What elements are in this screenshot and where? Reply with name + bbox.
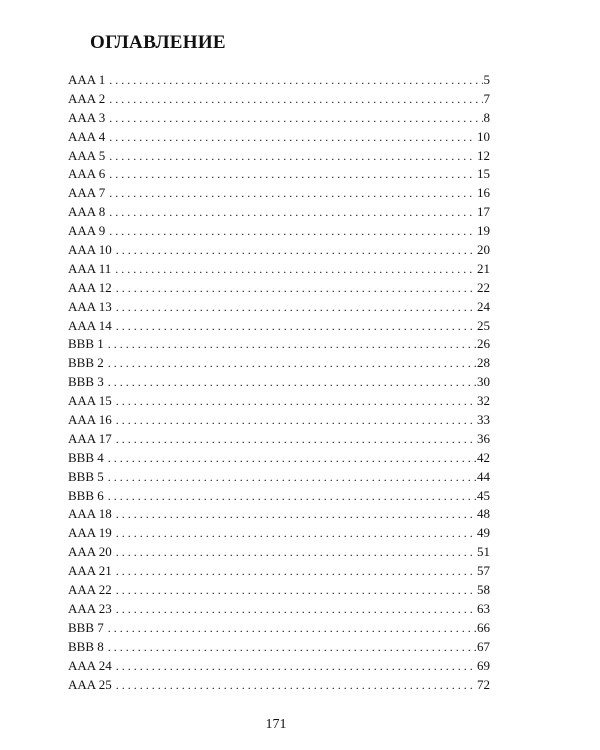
toc-entry-label: AAA 21 bbox=[68, 562, 116, 581]
toc-entry-label: AAA 17 bbox=[68, 430, 116, 449]
dot-leader bbox=[116, 676, 476, 695]
toc-entry-page: 25 bbox=[476, 317, 490, 336]
toc-entry-page: 17 bbox=[476, 203, 490, 222]
toc-entry-page: 28 bbox=[476, 354, 490, 373]
toc-entry-label: BBB 2 bbox=[68, 354, 108, 373]
toc-entry-page: 44 bbox=[476, 468, 490, 487]
dot-leader bbox=[109, 128, 476, 147]
toc-entry-page: 45 bbox=[476, 487, 490, 506]
dot-leader bbox=[108, 373, 476, 392]
toc-entry-page: 26 bbox=[476, 335, 490, 354]
toc-entry-label: AAA 23 bbox=[68, 600, 116, 619]
toc-entry bbox=[68, 317, 490, 336]
toc-entry bbox=[68, 581, 490, 600]
table-of-contents bbox=[68, 71, 490, 694]
toc-entry-label: AAA 4 bbox=[68, 128, 109, 147]
toc-entry-label: AAA 9 bbox=[68, 222, 109, 241]
toc-entry-label: AAA 20 bbox=[68, 543, 116, 562]
toc-entry-page: 10 bbox=[476, 128, 490, 147]
dot-leader bbox=[109, 184, 476, 203]
toc-entry-page: 32 bbox=[476, 392, 490, 411]
toc-entry-page: 22 bbox=[476, 279, 490, 298]
toc-entry-label: BBB 3 bbox=[68, 373, 108, 392]
toc-entry-page: 21 bbox=[476, 260, 490, 279]
dot-leader bbox=[116, 600, 476, 619]
toc-entry bbox=[68, 90, 490, 109]
toc-entry bbox=[68, 524, 490, 543]
toc-entry-label: BBB 6 bbox=[68, 487, 108, 506]
toc-entry bbox=[68, 109, 490, 128]
toc-entry-label: AAA 11 bbox=[68, 260, 115, 279]
toc-entry-label: AAA 12 bbox=[68, 279, 116, 298]
dot-leader bbox=[116, 411, 476, 430]
toc-entry-label: AAA 15 bbox=[68, 392, 116, 411]
toc-entry-page: 48 bbox=[476, 505, 490, 524]
toc-entry bbox=[68, 373, 490, 392]
dot-leader bbox=[109, 203, 476, 222]
toc-entry bbox=[68, 676, 490, 695]
toc-entry-label: AAA 22 bbox=[68, 581, 116, 600]
dot-leader bbox=[116, 505, 476, 524]
toc-entry bbox=[68, 468, 490, 487]
toc-entry-label: AAA 19 bbox=[68, 524, 116, 543]
toc-entry-label: AAA 8 bbox=[68, 203, 109, 222]
toc-entry-page: 42 bbox=[476, 449, 490, 468]
toc-entry-label: BBB 4 bbox=[68, 449, 108, 468]
toc-entry-page: 16 bbox=[476, 184, 490, 203]
toc-entry-label: AAA 18 bbox=[68, 505, 116, 524]
dot-leader bbox=[116, 430, 476, 449]
dot-leader bbox=[108, 468, 476, 487]
toc-entry bbox=[68, 600, 490, 619]
toc-entry bbox=[68, 638, 490, 657]
toc-entry bbox=[68, 430, 490, 449]
toc-entry bbox=[68, 203, 490, 222]
dot-leader bbox=[108, 335, 476, 354]
toc-entry-page: 67 bbox=[476, 638, 490, 657]
toc-entry-page: 7 bbox=[483, 90, 491, 109]
dot-leader bbox=[108, 354, 476, 373]
dot-leader bbox=[109, 165, 476, 184]
dot-leader bbox=[116, 581, 476, 600]
toc-entry bbox=[68, 279, 490, 298]
toc-entry bbox=[68, 562, 490, 581]
dot-leader bbox=[109, 109, 482, 128]
toc-entry bbox=[68, 449, 490, 468]
toc-entry-label: AAA 2 bbox=[68, 90, 109, 109]
dot-leader bbox=[116, 241, 476, 260]
toc-entry-page: 57 bbox=[476, 562, 490, 581]
toc-entry-label: AAA 14 bbox=[68, 317, 116, 336]
toc-entry-label: AAA 1 bbox=[68, 71, 109, 90]
dot-leader bbox=[108, 619, 476, 638]
toc-entry bbox=[68, 71, 490, 90]
toc-entry-page: 33 bbox=[476, 411, 490, 430]
toc-entry bbox=[68, 241, 490, 260]
toc-entry bbox=[68, 147, 490, 166]
toc-entry-page: 66 bbox=[476, 619, 490, 638]
toc-entry bbox=[68, 184, 490, 203]
toc-entry-page: 58 bbox=[476, 581, 490, 600]
dot-leader bbox=[116, 562, 476, 581]
toc-entry-label: BBB 5 bbox=[68, 468, 108, 487]
toc-entry-page: 51 bbox=[476, 543, 490, 562]
toc-entry-page: 24 bbox=[476, 298, 490, 317]
toc-entry-page: 69 bbox=[476, 657, 490, 676]
toc-entry-page: 5 bbox=[483, 71, 491, 90]
toc-entry bbox=[68, 222, 490, 241]
toc-entry-page: 30 bbox=[476, 373, 490, 392]
dot-leader bbox=[108, 487, 476, 506]
toc-entry-page: 36 bbox=[476, 430, 490, 449]
toc-entry bbox=[68, 260, 490, 279]
toc-entry-page: 8 bbox=[483, 109, 491, 128]
toc-entry bbox=[68, 505, 490, 524]
toc-entry-label: AAA 13 bbox=[68, 298, 116, 317]
toc-entry bbox=[68, 657, 490, 676]
toc-entry bbox=[68, 487, 490, 506]
toc-entry bbox=[68, 298, 490, 317]
toc-entry-label: AAA 6 bbox=[68, 165, 109, 184]
dot-leader bbox=[116, 524, 476, 543]
toc-entry-page: 19 bbox=[476, 222, 490, 241]
toc-entry-label: AAA 10 bbox=[68, 241, 116, 260]
toc-entry-page: 63 bbox=[476, 600, 490, 619]
toc-entry bbox=[68, 392, 490, 411]
toc-entry-label: AAA 24 bbox=[68, 657, 116, 676]
toc-entry-label: BBB 1 bbox=[68, 335, 108, 354]
toc-entry bbox=[68, 354, 490, 373]
dot-leader bbox=[115, 260, 476, 279]
toc-entry-page: 12 bbox=[476, 147, 490, 166]
dot-leader bbox=[109, 90, 482, 109]
toc-entry bbox=[68, 543, 490, 562]
toc-entry-label: BBB 8 bbox=[68, 638, 108, 657]
dot-leader bbox=[116, 657, 476, 676]
dot-leader bbox=[116, 317, 476, 336]
toc-entry-label: AAA 16 bbox=[68, 411, 116, 430]
dot-leader bbox=[109, 71, 482, 90]
toc-entry-label: AAA 5 bbox=[68, 147, 109, 166]
dot-leader bbox=[108, 449, 476, 468]
dot-leader bbox=[116, 298, 476, 317]
page-title: ОГЛАВЛЕНИЕ bbox=[90, 32, 226, 53]
dot-leader bbox=[108, 638, 476, 657]
toc-entry bbox=[68, 411, 490, 430]
dot-leader bbox=[116, 543, 476, 562]
page-number: 171 bbox=[265, 717, 287, 732]
toc-entry-label: BBB 7 bbox=[68, 619, 108, 638]
toc-entry-page: 49 bbox=[476, 524, 490, 543]
toc-entry-page: 72 bbox=[476, 676, 490, 695]
toc-entry-label: AAA 7 bbox=[68, 184, 109, 203]
toc-entry bbox=[68, 165, 490, 184]
toc-entry-page: 20 bbox=[476, 241, 490, 260]
toc-entry-label: AAA 3 bbox=[68, 109, 109, 128]
dot-leader bbox=[109, 147, 476, 166]
toc-entry-label: AAA 25 bbox=[68, 676, 116, 695]
toc-entry-page: 15 bbox=[476, 165, 490, 184]
toc-entry bbox=[68, 619, 490, 638]
dot-leader bbox=[109, 222, 476, 241]
dot-leader bbox=[116, 392, 476, 411]
dot-leader bbox=[116, 279, 476, 298]
toc-entry bbox=[68, 128, 490, 147]
toc-entry bbox=[68, 335, 490, 354]
